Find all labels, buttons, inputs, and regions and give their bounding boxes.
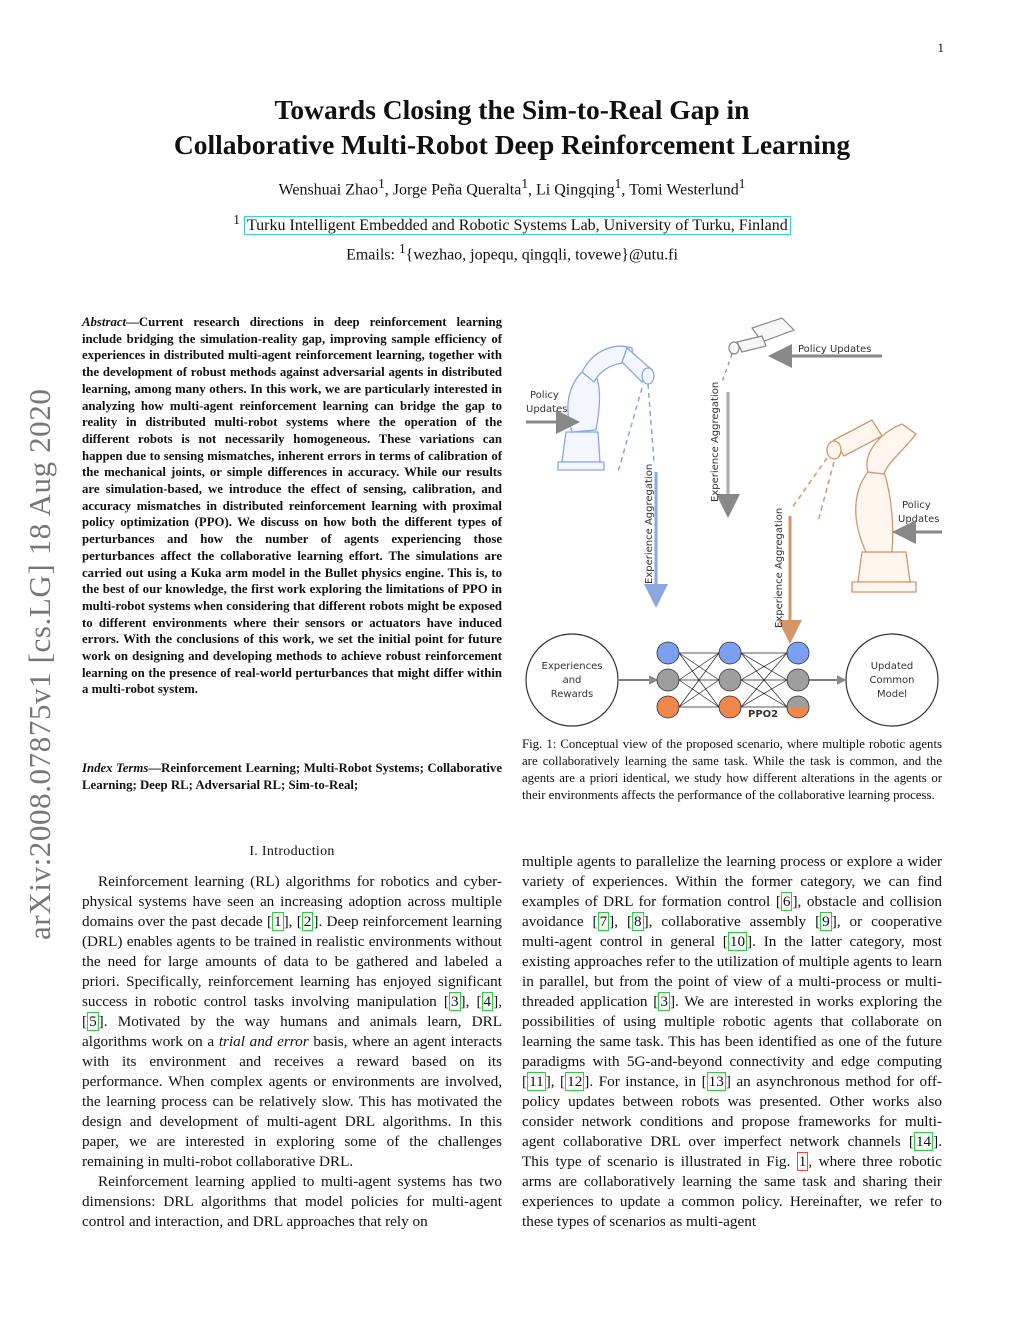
- experiences-label: and: [562, 675, 582, 686]
- abstract: [82, 314, 502, 698]
- author-1: Wenshuai Zhao: [278, 181, 379, 199]
- experience-aggregation-label: Experience Aggregation: [644, 463, 655, 584]
- updated-label: Model: [876, 689, 908, 700]
- policy-label-left: Policy: [530, 390, 559, 401]
- citation-link[interactable]: 8: [634, 913, 642, 930]
- robot-arm-blue: [558, 346, 654, 470]
- citation-link[interactable]: 9: [822, 913, 830, 930]
- author-3: Li Qingqing: [536, 181, 615, 199]
- page-number: 1: [937, 40, 944, 55]
- citation-link[interactable]: 7: [599, 913, 608, 930]
- ppo-label: PPO2: [748, 709, 779, 720]
- sensor-ray: [722, 354, 732, 382]
- sensor-ray: [818, 462, 834, 522]
- section-heading: I. Introduction: [249, 844, 335, 859]
- citation-link[interactable]: 14: [915, 1133, 932, 1150]
- title-line-1: Towards Closing the Sim-to-Real Gap in: [274, 94, 750, 125]
- index-terms-text: —Reinforcement Learning; Multi-Robot Systems; Collaborative Learning; Deep RL; Adversarial RL; Sim-to-Real;: [82, 761, 502, 792]
- experiences-label: Rewards: [550, 689, 594, 700]
- author-2: Jorge Peña Queralta: [392, 181, 522, 199]
- emails: {wezhao, jopequ, qingqli, tovewe}@utu.fi: [405, 246, 678, 264]
- experiences-label: Experiences: [541, 661, 603, 672]
- updates-label-right: Updates: [898, 514, 940, 525]
- index-terms-lead: Index Terms: [82, 761, 149, 775]
- paper-title: [100, 92, 924, 162]
- nn-node: [719, 696, 741, 718]
- figure-caption: Fig. 1: Conceptual view of the proposed scenario, where multiple robotic agents are collaboratively learning the same task. While the task is common, and the agents are a priori identical, we study how different alterations in the agents or their environments affects the performance of the collaborative learning process.: [522, 737, 942, 802]
- citation-link[interactable]: 2: [303, 913, 312, 930]
- title-line-2: Collaborative Multi-Robot Deep Reinforcement Learning: [173, 129, 851, 160]
- citation-link[interactable]: 3: [450, 993, 459, 1010]
- citation-link[interactable]: 11: [529, 1073, 544, 1090]
- nn-node: [787, 642, 809, 664]
- right-column-text: [522, 852, 942, 1232]
- experience-aggregation-label: Experience Aggregation: [774, 507, 785, 628]
- index-terms: [82, 760, 502, 793]
- affil-sup: 1: [233, 212, 240, 227]
- citation-link[interactable]: 6: [782, 893, 791, 910]
- abstract-text: —Current research directions in deep reinforcement learning include bridging the simulation-reality gap, improving sample efficiency of experiences in distributed multi-agent reinforcement learning, together with the development of robust methods against adversarial agents in distributed learning, among many others. In this work, we are particularly interested in analyzing how multi-agent reinforcement learning can bridge the gap to reality in distributed multi-robot systems where the operation of the different robots is not necessarily homogeneous. These variations can happen due to sensing mismatches, inherent errors in terms of calibration of the mechanical joints, or simple differences in accuracy. While our results are simulation-based, we introduce the effect of sensing, calibration, and accuracy mismatches in distributed reinforcement learning with proximal policy optimization (PPO). We discuss on how both the different types of perturbances and how the number of agents experiencing those perturbances affect the collaborative learning effort. The simulations are carried out using a Kuka arm model in the Bullet physics engine. This is, to the best of our knowledge, the first work exploring the limitations of PPO in multi-robot systems when considering that different robots might be exposed to different environments where their sensors or actuators have induced errors. With the conclusions of this work, we set the initial point for future work on designing and developing methods to achieve robust reinforcement learning on the presence of real-world perturbances that might differ within a multi-robot system.: [82, 315, 502, 697]
- author-sup: 1: [378, 176, 385, 191]
- citation-link[interactable]: 4: [483, 993, 492, 1010]
- intro-paragraph-1: Reinforcement learning (RL) algorithms for robotics and cyber-physical systems have seen an increasing adoption across multiple domains over the past decade [ 1 ], [ 2 ]. Deep reinforcement learning (DRL) enables agents to be trained in realistic environments without the need for large amounts of data to be gathered and labeled a priori. Specifically, reinforcement learning has enjoyed significant success in robotic control tasks involving manipulation [ 3 ], [ 4 ], [ 5 ]. Motivated by the way humans and animals learn, DRL algorithms work on a trial and error basis, where an agent interacts with its environment and receives a reward based on its performance. When complex agents or environments are involved, the learning process can be relatively slow. This has motivated the design and development of multi-agent DRL algorithms. In this paper, we are interested in exploring some of the challenges remaining in multi-robot collaborative DRL.: [82, 873, 502, 1170]
- figure-diagram: [522, 312, 942, 732]
- policy-updates-label: Policy Updates: [798, 344, 872, 355]
- sensor-ray: [648, 384, 654, 462]
- arxiv-stamp: arXiv:2008.07875v1 [cs.LG] 18 Aug 2020: [22, 388, 57, 940]
- author-sup: 1: [521, 176, 528, 191]
- experience-aggregation-label: Experience Aggregation: [710, 381, 721, 502]
- sensor-ray: [618, 388, 642, 472]
- nn-node: [787, 707, 809, 718]
- citation-link[interactable]: 10: [729, 933, 746, 950]
- emails-sup: 1: [398, 241, 406, 257]
- author-sup: 1: [738, 176, 746, 191]
- affiliation-link[interactable]: Turku Intelligent Embedded and Robotic Systems Lab, University of Turku, Finland: [244, 216, 791, 235]
- figure-1: [522, 312, 942, 732]
- right-paragraph: multiple agents to parallelize the learning process or explore a wider variety of experiences. Within the former category, we can find examples of DRL for formation control [ 6 ], obstacle and collision avoidance [ 7 ], [ 8 ], collaborative assembly [ 9 ], or cooperative multi-agent control in general [ 10 ]. In the latter category, most existing approaches refer to the utilization of multiple agents to learn in parallel, but from the point of view of a multi-process or multi-threaded application [ 3 ]. We are interested in works exploring the possibilities of using multiple robotic agents that collaborate on learning the same task. This has been identified as one of the future paradigms with 5G-and-beyond connectivity and edge computing [ 11 ], [ 12 ]. For instance, in [ 13 ] an asynchronous method for off-policy updates between robots was presented. Other works also consider network conditions and propose frameworks for multi-agent collaborative DRL over imperfect network channels [ 14 ]. This type of scenario is illustrated in Fig. 1 , where three robotic arms are collaboratively learning the same task and sharing their experiences to update a common policy. Hereinafter, we refer to these types of scenarios as multi-agent: [522, 853, 943, 1230]
- updates-label-left: Updates: [526, 404, 568, 415]
- citation-link[interactable]: 12: [567, 1073, 583, 1090]
- author-list: Wenshuai Zhao$^1$, Jorge Peña Queralta$^1$, Li Qingqing$^1$, Tomi Westerlund$^1$: [278, 176, 746, 199]
- nn-node: [787, 696, 809, 707]
- nn-node: [719, 669, 741, 691]
- sensor-ray: [792, 458, 827, 508]
- affiliation-block: [100, 208, 924, 267]
- robot-arm-gray: [729, 318, 794, 354]
- citation-link[interactable]: 1: [274, 913, 282, 930]
- citation-link[interactable]: 3: [660, 993, 668, 1010]
- nn-node: [657, 642, 679, 664]
- updated-label: Common: [869, 675, 915, 686]
- author-sup: 1: [614, 176, 622, 191]
- updated-label: Updated: [870, 661, 914, 672]
- nn-node: [657, 696, 679, 718]
- intro-column: [82, 872, 502, 1232]
- nn-node: [787, 669, 809, 691]
- intro-paragraph-2: Reinforcement learning applied to multi-agent systems has two dimensions: DRL algorithms that model policies for multi-agent control and interaction, and DRL approaches that rely on: [82, 1173, 502, 1230]
- citation-link[interactable]: 5: [89, 1013, 97, 1030]
- citation-link[interactable]: 13: [708, 1073, 724, 1090]
- policy-label-right: Policy: [902, 500, 931, 511]
- nn-node: [719, 642, 741, 664]
- author-4: Tomi Westerlund: [629, 181, 739, 199]
- emails-label: Emails:: [346, 246, 395, 264]
- figure-link[interactable]: 1: [798, 1153, 807, 1170]
- nn-node: [657, 669, 679, 691]
- abstract-lead: Abstract: [82, 315, 127, 329]
